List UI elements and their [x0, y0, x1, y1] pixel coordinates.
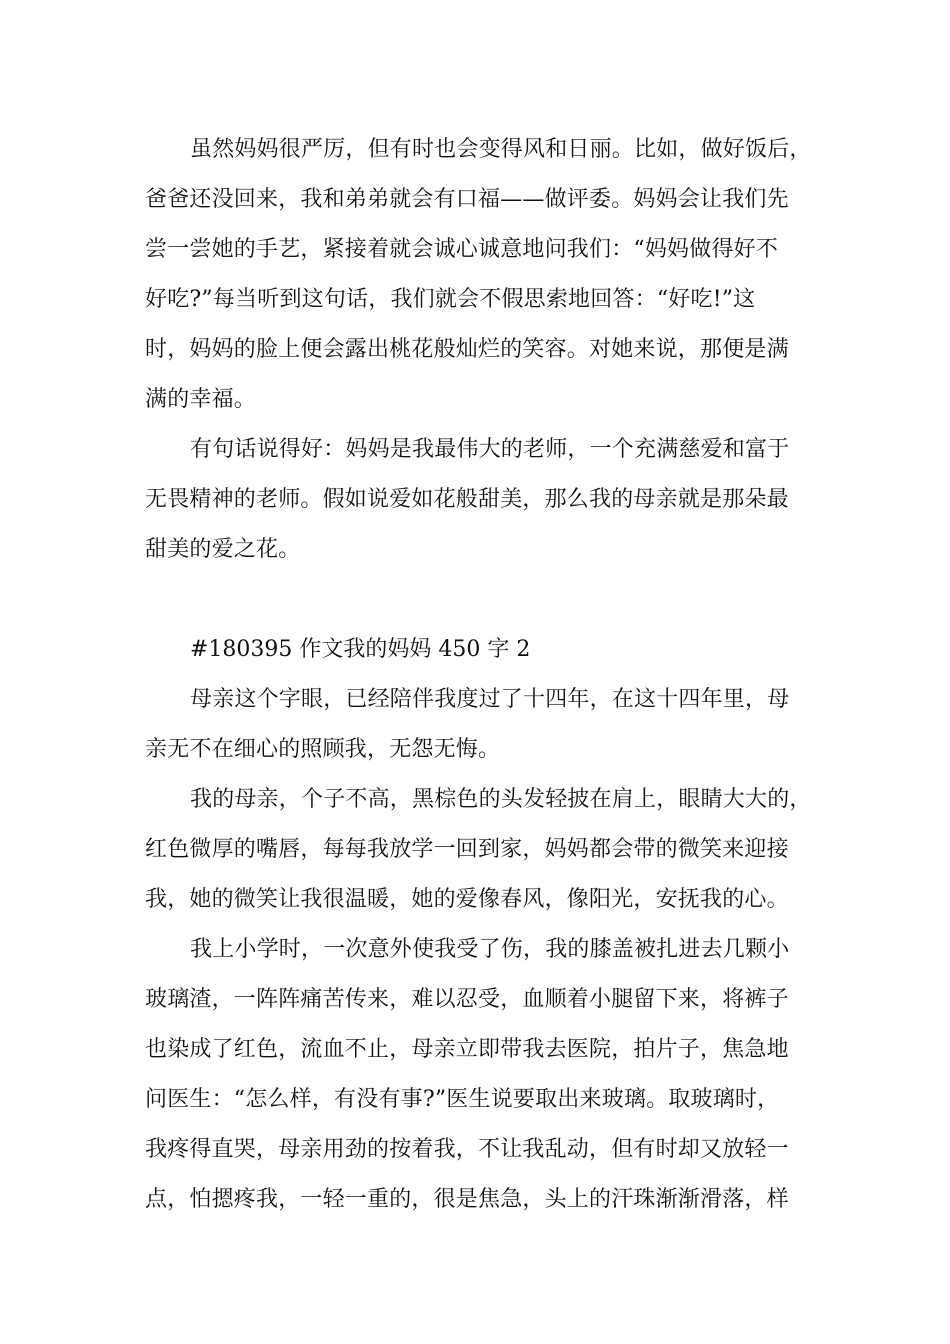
paragraph-line: 尝一尝她的手艺，紧接着就会诚心诚意地问我们：“妈妈做得好不 [145, 237, 779, 262]
paragraph-line: 问医生：“怎么样，有没有事?”医生说要取出来玻璃。取玻璃时， [145, 1087, 780, 1112]
paragraph-line: 虽然妈妈很严厉，但有时也会变得风和日丽。比如，做好饭后， [190, 137, 812, 162]
paragraph-line: 我疼得直哭，母亲用劲的按着我，不让我乱动，但有时却又放轻一 [145, 1137, 789, 1162]
paragraph-line: 也染成了红色，流血不止，母亲立即带我去医院，拍片子，焦急地 [145, 1037, 789, 1062]
paragraph-line: 我上小学时，一次意外使我受了伤，我的膝盖被扎进去几颗小 [190, 937, 790, 962]
paragraph-line: 满的幸福。 [145, 387, 257, 412]
paragraph-line: 玻璃渣，一阵阵痛苦传来，难以忍受，血顺着小腿留下来，将裤子 [145, 987, 789, 1012]
paragraph-line: 我的母亲，个子不高，黑棕色的头发轻披在肩上，眼睛大大的， [190, 787, 812, 812]
paragraph-line: 母亲这个字眼，已经陪伴我度过了十四年，在这十四年里，母 [190, 687, 790, 712]
paragraph-line: 甜美的爱之花。 [145, 537, 301, 562]
paragraph-line: 我，她的微笑让我很温暖，她的爱像春风，像阳光，安抚我的心。 [145, 887, 789, 912]
paragraph-line: 时，妈妈的脸上便会露出桃花般灿烂的笑容。对她来说，那便是满 [145, 337, 789, 362]
paragraph-line: 点，怕摁疼我，一轻一重的，很是焦急，头上的汗珠渐渐滑落，样 [145, 1187, 789, 1212]
paragraph-line: 有句话说得好：妈妈是我最伟大的老师，一个充满慈爱和富于 [190, 437, 790, 462]
paragraph-line: 爸爸还没回来，我和弟弟就会有口福——做评委。妈妈会让我们先 [145, 187, 789, 212]
paragraph-line: 亲无不在细心的照顾我，无怨无悔。 [145, 737, 501, 762]
paragraph-line: 无畏精神的老师。假如说爱如花般甜美，那么我的母亲就是那朵最 [145, 487, 789, 512]
section-heading: #180395 作文我的妈妈 450 字 2 [190, 637, 531, 662]
paragraph-line: 红色微厚的嘴唇，每每我放学一回到家，妈妈都会带的微笑来迎接 [145, 837, 789, 862]
paragraph-line: 好吃?”每当听到这句话，我们就会不假思索地回答：“好吃!”这 [145, 287, 756, 312]
